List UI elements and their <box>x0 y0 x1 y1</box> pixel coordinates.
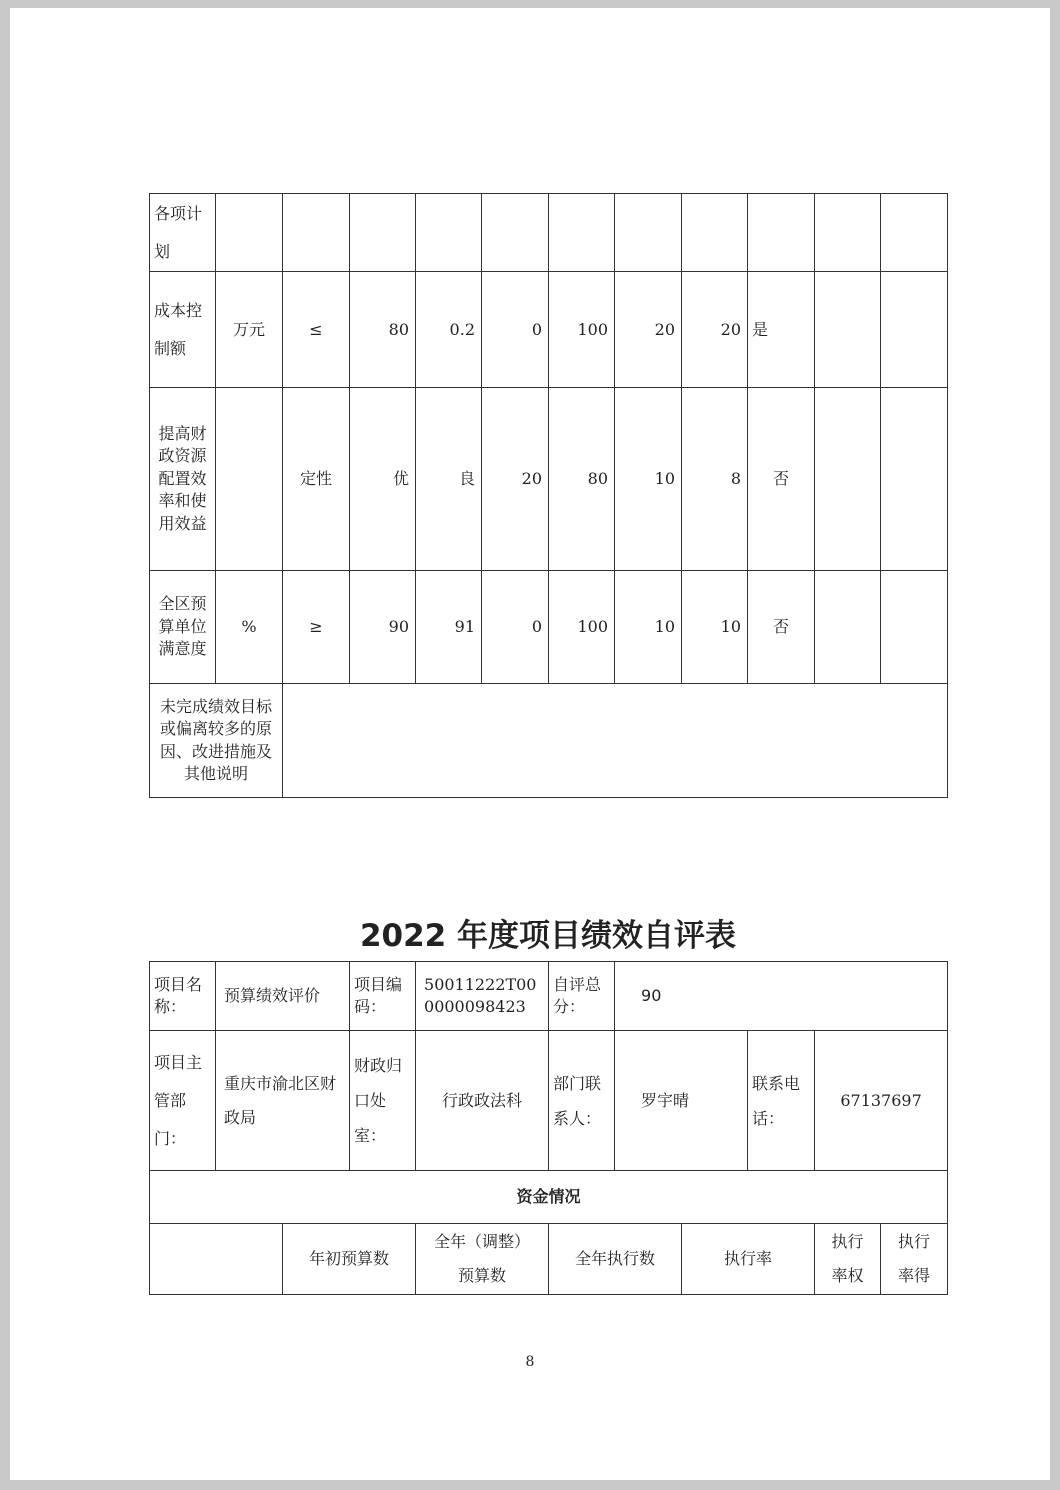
value-cell: 10 <box>682 571 748 684</box>
office-value: 行政政法科 <box>416 1031 549 1171</box>
project-code: 50011222T000000098423 <box>416 962 549 1031</box>
row-label: 各项计划 <box>150 194 216 272</box>
funds-section-header: 资金情况 <box>150 1171 948 1224</box>
page-title: 2022 年度项目绩效自评表 <box>359 918 737 954</box>
value-cell: 10 <box>615 571 682 684</box>
self-evaluation-form <box>149 961 948 1295</box>
column-header: 年初预算数 <box>283 1224 416 1295</box>
table-row <box>150 272 948 388</box>
value-cell: 100 <box>549 571 615 684</box>
phone-value: 67137697 <box>815 1031 948 1171</box>
phone-label: 联系电话： <box>748 1031 815 1171</box>
value-cell: 0 <box>482 272 549 388</box>
table-row <box>150 962 948 1031</box>
table-row <box>150 194 948 272</box>
value-cell: 20 <box>482 388 549 571</box>
value-cell: 100 <box>549 272 615 388</box>
table-row <box>150 1224 948 1295</box>
row-label: 提高财政资源配置效率和使用效益 <box>150 388 216 571</box>
unit-cell: 万元 <box>216 272 283 388</box>
value-cell: 20 <box>682 272 748 388</box>
notes-label: 未完成绩效目标或偏离较多的原因、改进措施及其他说明 <box>150 684 283 798</box>
table-row <box>150 1171 948 1224</box>
symbol-cell: ≥ <box>283 571 350 684</box>
symbol-cell: 定性 <box>283 388 350 571</box>
row-label: 成本控制额 <box>150 272 216 388</box>
indicator-table <box>149 193 948 798</box>
value-cell: 优 <box>350 388 416 571</box>
flag-cell: 否 <box>748 571 815 684</box>
value-cell: 20 <box>615 272 682 388</box>
dept-value: 重庆市渝北区财政局 <box>216 1031 350 1171</box>
column-header: 执行率 <box>682 1224 815 1295</box>
flag-cell: 是 <box>748 272 815 388</box>
column-header: 执行率得 <box>881 1224 948 1295</box>
contact-label: 部门联系人： <box>549 1031 615 1171</box>
value-cell: 0.2 <box>416 272 482 388</box>
table-row <box>150 1031 948 1171</box>
value-cell: 80 <box>350 272 416 388</box>
table-row <box>150 684 948 798</box>
column-header: 执行率权 <box>815 1224 881 1295</box>
project-name-label: 项目名称： <box>150 962 216 1031</box>
value-cell: 0 <box>482 571 549 684</box>
table-row <box>150 388 948 571</box>
flag-cell: 否 <box>748 388 815 571</box>
unit-cell: % <box>216 571 283 684</box>
document-page <box>10 8 1050 1480</box>
notes-content <box>283 684 948 798</box>
column-header: 全年执行数 <box>549 1224 682 1295</box>
project-name: 预算绩效评价 <box>216 962 350 1031</box>
score-label: 自评总分： <box>549 962 615 1031</box>
value-cell: 8 <box>682 388 748 571</box>
table-row <box>150 571 948 684</box>
page-number: 8 <box>525 1354 535 1370</box>
value-cell: 10 <box>615 388 682 571</box>
project-code-label: 项目编码： <box>350 962 416 1031</box>
column-header: 全年（调整）预算数 <box>416 1224 549 1295</box>
value-cell: 良 <box>416 388 482 571</box>
value-cell: 91 <box>416 571 482 684</box>
contact-value: 罗宇晴 <box>615 1031 748 1171</box>
score-value: 90 <box>615 962 948 1031</box>
symbol-cell: ≤ <box>283 272 350 388</box>
value-cell: 90 <box>350 571 416 684</box>
value-cell: 80 <box>549 388 615 571</box>
dept-label: 项目主管部门： <box>150 1031 216 1171</box>
row-label: 全区预算单位满意度 <box>150 571 216 684</box>
office-label: 财政归口处室： <box>350 1031 416 1171</box>
